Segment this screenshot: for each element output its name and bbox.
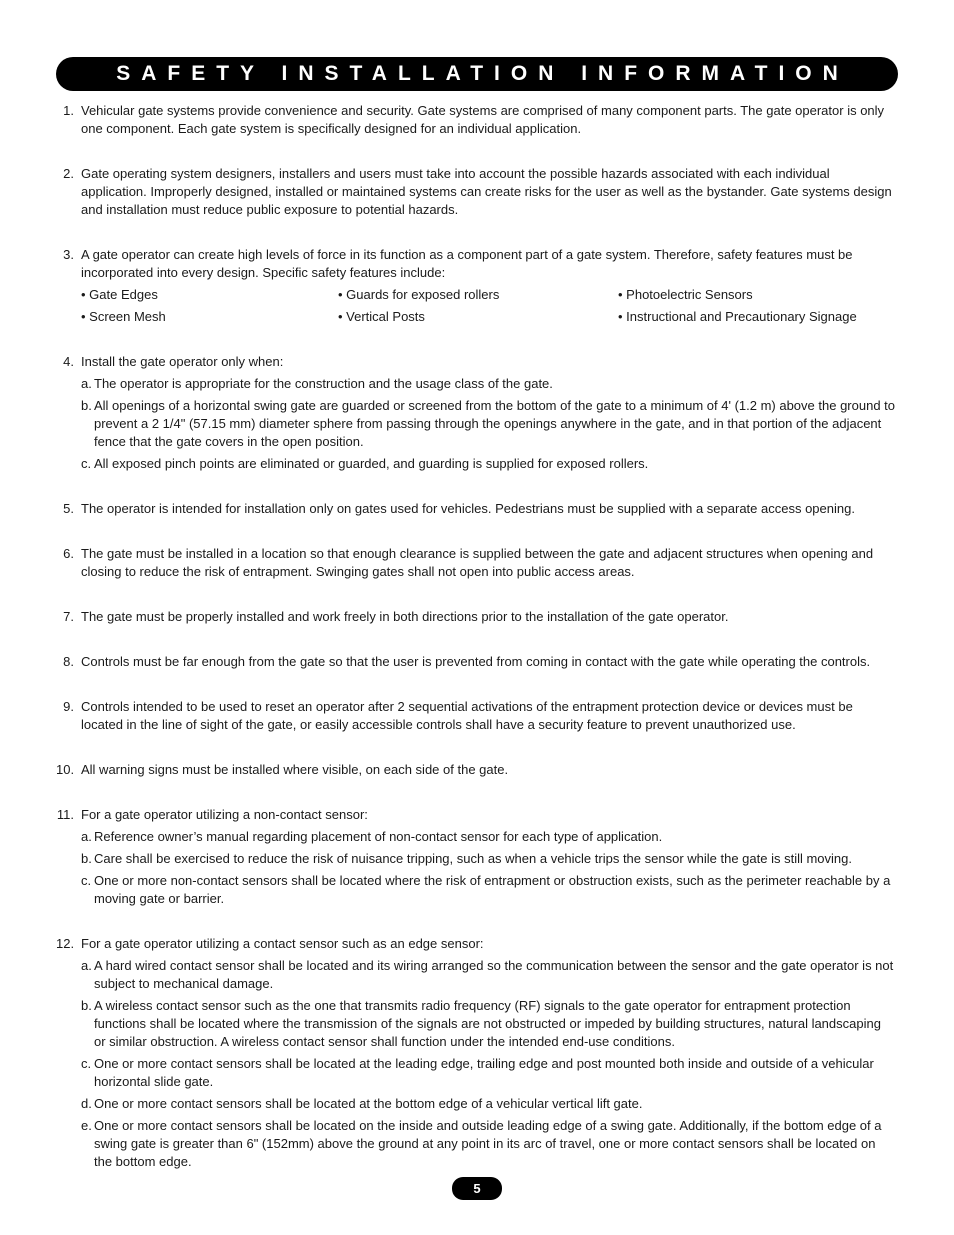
- sub-item-text: Reference owner’s manual regarding placement of non-contact sensor for each type of application.: [94, 829, 663, 844]
- item-number: 7.: [63, 609, 74, 624]
- sub-item: [81, 997, 896, 1051]
- bullet-item: • Photoelectric Sensors: [618, 287, 753, 302]
- sub-item: [81, 1055, 896, 1091]
- item-text: For a gate operator utilizing a non-contact sensor:: [81, 807, 368, 822]
- item-text: All warning signs must be installed where visible, on each side of the gate.: [81, 762, 509, 777]
- list-item: [56, 608, 896, 626]
- sub-item: [81, 455, 896, 473]
- item-number: 1.: [63, 103, 74, 118]
- bullet-item: • Screen Mesh: [81, 309, 166, 324]
- sub-item-text: One or more non-contact sensors shall be located where the risk of entrapment or obstruction exists, such as the perimeter reachable by a moving gate or barrier.: [94, 873, 891, 906]
- item-number: 6.: [63, 546, 74, 561]
- sub-item-label: c.: [81, 456, 92, 471]
- sub-item-label: b.: [81, 998, 92, 1013]
- item-number: 11.: [56, 807, 74, 822]
- sub-item-label: a.: [81, 376, 92, 391]
- list-item: [56, 246, 896, 326]
- sub-item-label: a.: [81, 958, 92, 973]
- item-number: 10.: [56, 762, 75, 777]
- item-text: For a gate operator utilizing a contact sensor such as an edge sensor:: [81, 936, 484, 951]
- sub-item-text: All openings of a horizontal swing gate are guarded or screened from the bottom of the gate to a minimum of 4' (1.2 m) above the ground to prevent a 2 1/4" (57.15 mm) diameter sphere from passing through the openings anywhere in the gate, and in that portion of the adjacent fence that the gate covers in the open position.: [94, 398, 895, 449]
- item-text: Install the gate operator only when:: [81, 354, 284, 369]
- list-item: [56, 806, 896, 908]
- instruction-list: [56, 102, 896, 1198]
- item-number: 8.: [63, 654, 74, 669]
- sub-item-text: One or more contact sensors shall be located at the bottom edge of a vehicular vertical lift gate.: [94, 1096, 643, 1111]
- page-number: 5: [452, 1177, 502, 1200]
- bullet-item: • Guards for exposed rollers: [338, 287, 500, 302]
- item-number: 3.: [63, 247, 74, 262]
- list-item: [56, 698, 896, 734]
- sub-item-label: d.: [81, 1096, 92, 1111]
- sub-item-text: A wireless contact sensor such as the one that transmits radio frequency (RF) signals to the gate operator for entrapment protection functions shall be located where the transmission of the signals are not obstructed or impeded by building structures, natural landscaping or similar obstruction. A wireless contact sensor shall function under the intended end-use conditions.: [94, 998, 881, 1049]
- sub-item: [81, 1117, 896, 1171]
- bullet-item: • Instructional and Precautionary Signage: [618, 309, 857, 324]
- item-number: 2.: [63, 166, 74, 181]
- item-text: Controls intended to be used to reset an operator after 2 sequential activations of the entrapment protection device or devices must be located in the line of sight of the gate, or easily accessible controls shall have a security feature to prevent unauthorized use.: [81, 699, 853, 732]
- item-text: Controls must be far enough from the gate so that the user is prevented from coming in contact with the gate while operating the controls.: [81, 654, 871, 669]
- list-item: [56, 545, 896, 581]
- item-number: 4.: [63, 354, 74, 369]
- sub-item: [81, 850, 896, 868]
- sub-item: [81, 872, 896, 908]
- sub-item-label: b.: [81, 851, 92, 866]
- sub-item-label: a.: [81, 829, 92, 844]
- sub-item: [81, 375, 896, 393]
- sub-item: [81, 828, 896, 846]
- page-title: SAFETY INSTALLATION INFORMATION: [116, 62, 849, 85]
- item-text: The gate must be properly installed and work freely in both directions prior to the installation of the gate operator.: [81, 609, 729, 624]
- list-item: [56, 102, 896, 138]
- sub-item-text: The operator is appropriate for the construction and the usage class of the gate.: [94, 376, 553, 391]
- sub-item-text: One or more contact sensors shall be located on the inside and outside leading edge of a swing gate. Additionally, if the bottom edge of a swing gate is greater than 6" (152mm) above the ground at any point in its arc of travel, one or more contact sensors shall be located on the bottom edge.: [94, 1118, 882, 1169]
- bullet-item: • Vertical Posts: [338, 309, 425, 324]
- safety-features-list: [81, 286, 896, 326]
- sub-item-text: Care shall be exercised to reduce the risk of nuisance tripping, such as when a vehicle trips the sensor while the gate is still moving.: [94, 851, 852, 866]
- item-text: A gate operator can create high levels of force in its function as a component part of a gate system. Therefore, safety features must be incorporated into every design. Specific safety features include:: [81, 247, 853, 280]
- item-number: 5.: [63, 501, 74, 516]
- item-text: The gate must be installed in a location so that enough clearance is supplied between the gate and adjacent structures when opening and closing to reduce the risk of entrapment. Swinging gates shall not open into public access areas.: [81, 546, 874, 579]
- sub-item-text: One or more contact sensors shall be located at the leading edge, trailing edge and post mounted both inside and outside of a vehicular horizontal slide gate.: [94, 1056, 874, 1089]
- sub-item-label: c.: [81, 1056, 92, 1071]
- sub-item: [81, 397, 896, 451]
- sub-item-label: e.: [81, 1118, 92, 1133]
- sub-item-label: b.: [81, 398, 92, 413]
- item-text: Gate operating system designers, installers and users must take into account the possible hazards associated with each individual application. Improperly designed, installed or maintained systems can create risks for the user as well as the bystander. Gate systems design and installation must reduce public exposure to potential hazards.: [81, 166, 892, 217]
- list-item: [56, 353, 896, 473]
- list-item: [56, 653, 896, 671]
- item-number: 9.: [63, 699, 74, 714]
- bullet-item: • Gate Edges: [81, 287, 158, 302]
- sub-item-text: All exposed pinch points are eliminated or guarded, and guarding is supplied for exposed rollers.: [94, 456, 649, 471]
- sub-item-label: c.: [81, 873, 92, 888]
- title-banner: [56, 57, 898, 91]
- list-item: [56, 935, 896, 1171]
- sub-item-text: A hard wired contact sensor shall be located and its wiring arranged so the communication between the sensor and the gate operator is not subject to mechanical damage.: [94, 958, 894, 991]
- list-item: [56, 165, 896, 219]
- item-text: Vehicular gate systems provide convenience and security. Gate systems are comprised of many component parts. The gate operator is only one component. Each gate system is specifically designed for an individual application.: [81, 103, 885, 136]
- list-item: [56, 500, 896, 518]
- sub-item: [81, 1095, 896, 1113]
- item-number: 12.: [56, 936, 75, 951]
- item-text: The operator is intended for installation only on gates used for vehicles. Pedestrians must be supplied with a separate access opening.: [81, 501, 855, 516]
- sub-item: [81, 957, 896, 993]
- list-item: [56, 761, 896, 779]
